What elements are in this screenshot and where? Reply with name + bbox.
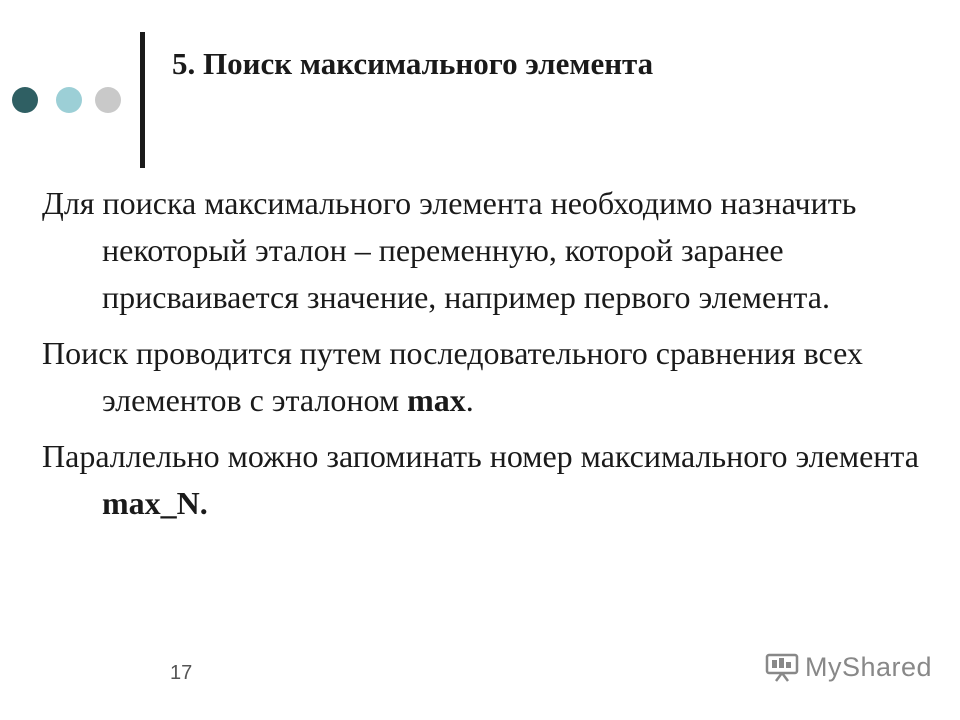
myshared-watermark bbox=[765, 652, 932, 683]
slide-body bbox=[42, 180, 922, 536]
paragraph-3-bold: max_N. bbox=[102, 485, 208, 521]
paragraph-2-text: Поиск проводится путем последовательного сравнения всех элементов с эталоном bbox=[42, 335, 863, 418]
paragraph-3 bbox=[42, 433, 922, 527]
paragraph-3-text: Параллельно можно запоминать номер максимального элемента bbox=[42, 438, 919, 474]
decor-dot-teal bbox=[12, 87, 38, 113]
watermark-text: MyShared bbox=[805, 652, 933, 682]
projector-screen-icon bbox=[765, 653, 799, 683]
paragraph-1-text: Для поиска максимального элемента необходимо назначить некоторый эталон – переменную, которой заранее присваивается значение, например первого элемента. bbox=[42, 185, 857, 315]
title-divider-line bbox=[140, 32, 145, 168]
slide-title: 5. Поиск максимального элемента bbox=[172, 46, 654, 81]
paragraph-2 bbox=[42, 330, 922, 424]
decor-dot-gray bbox=[95, 87, 121, 113]
paragraph-2-tail: . bbox=[465, 382, 474, 418]
paragraph-1 bbox=[42, 180, 922, 321]
paragraph-2-bold: max bbox=[407, 382, 466, 418]
page-number: 17 bbox=[170, 662, 193, 684]
decor-dot-lightblue bbox=[56, 87, 82, 113]
